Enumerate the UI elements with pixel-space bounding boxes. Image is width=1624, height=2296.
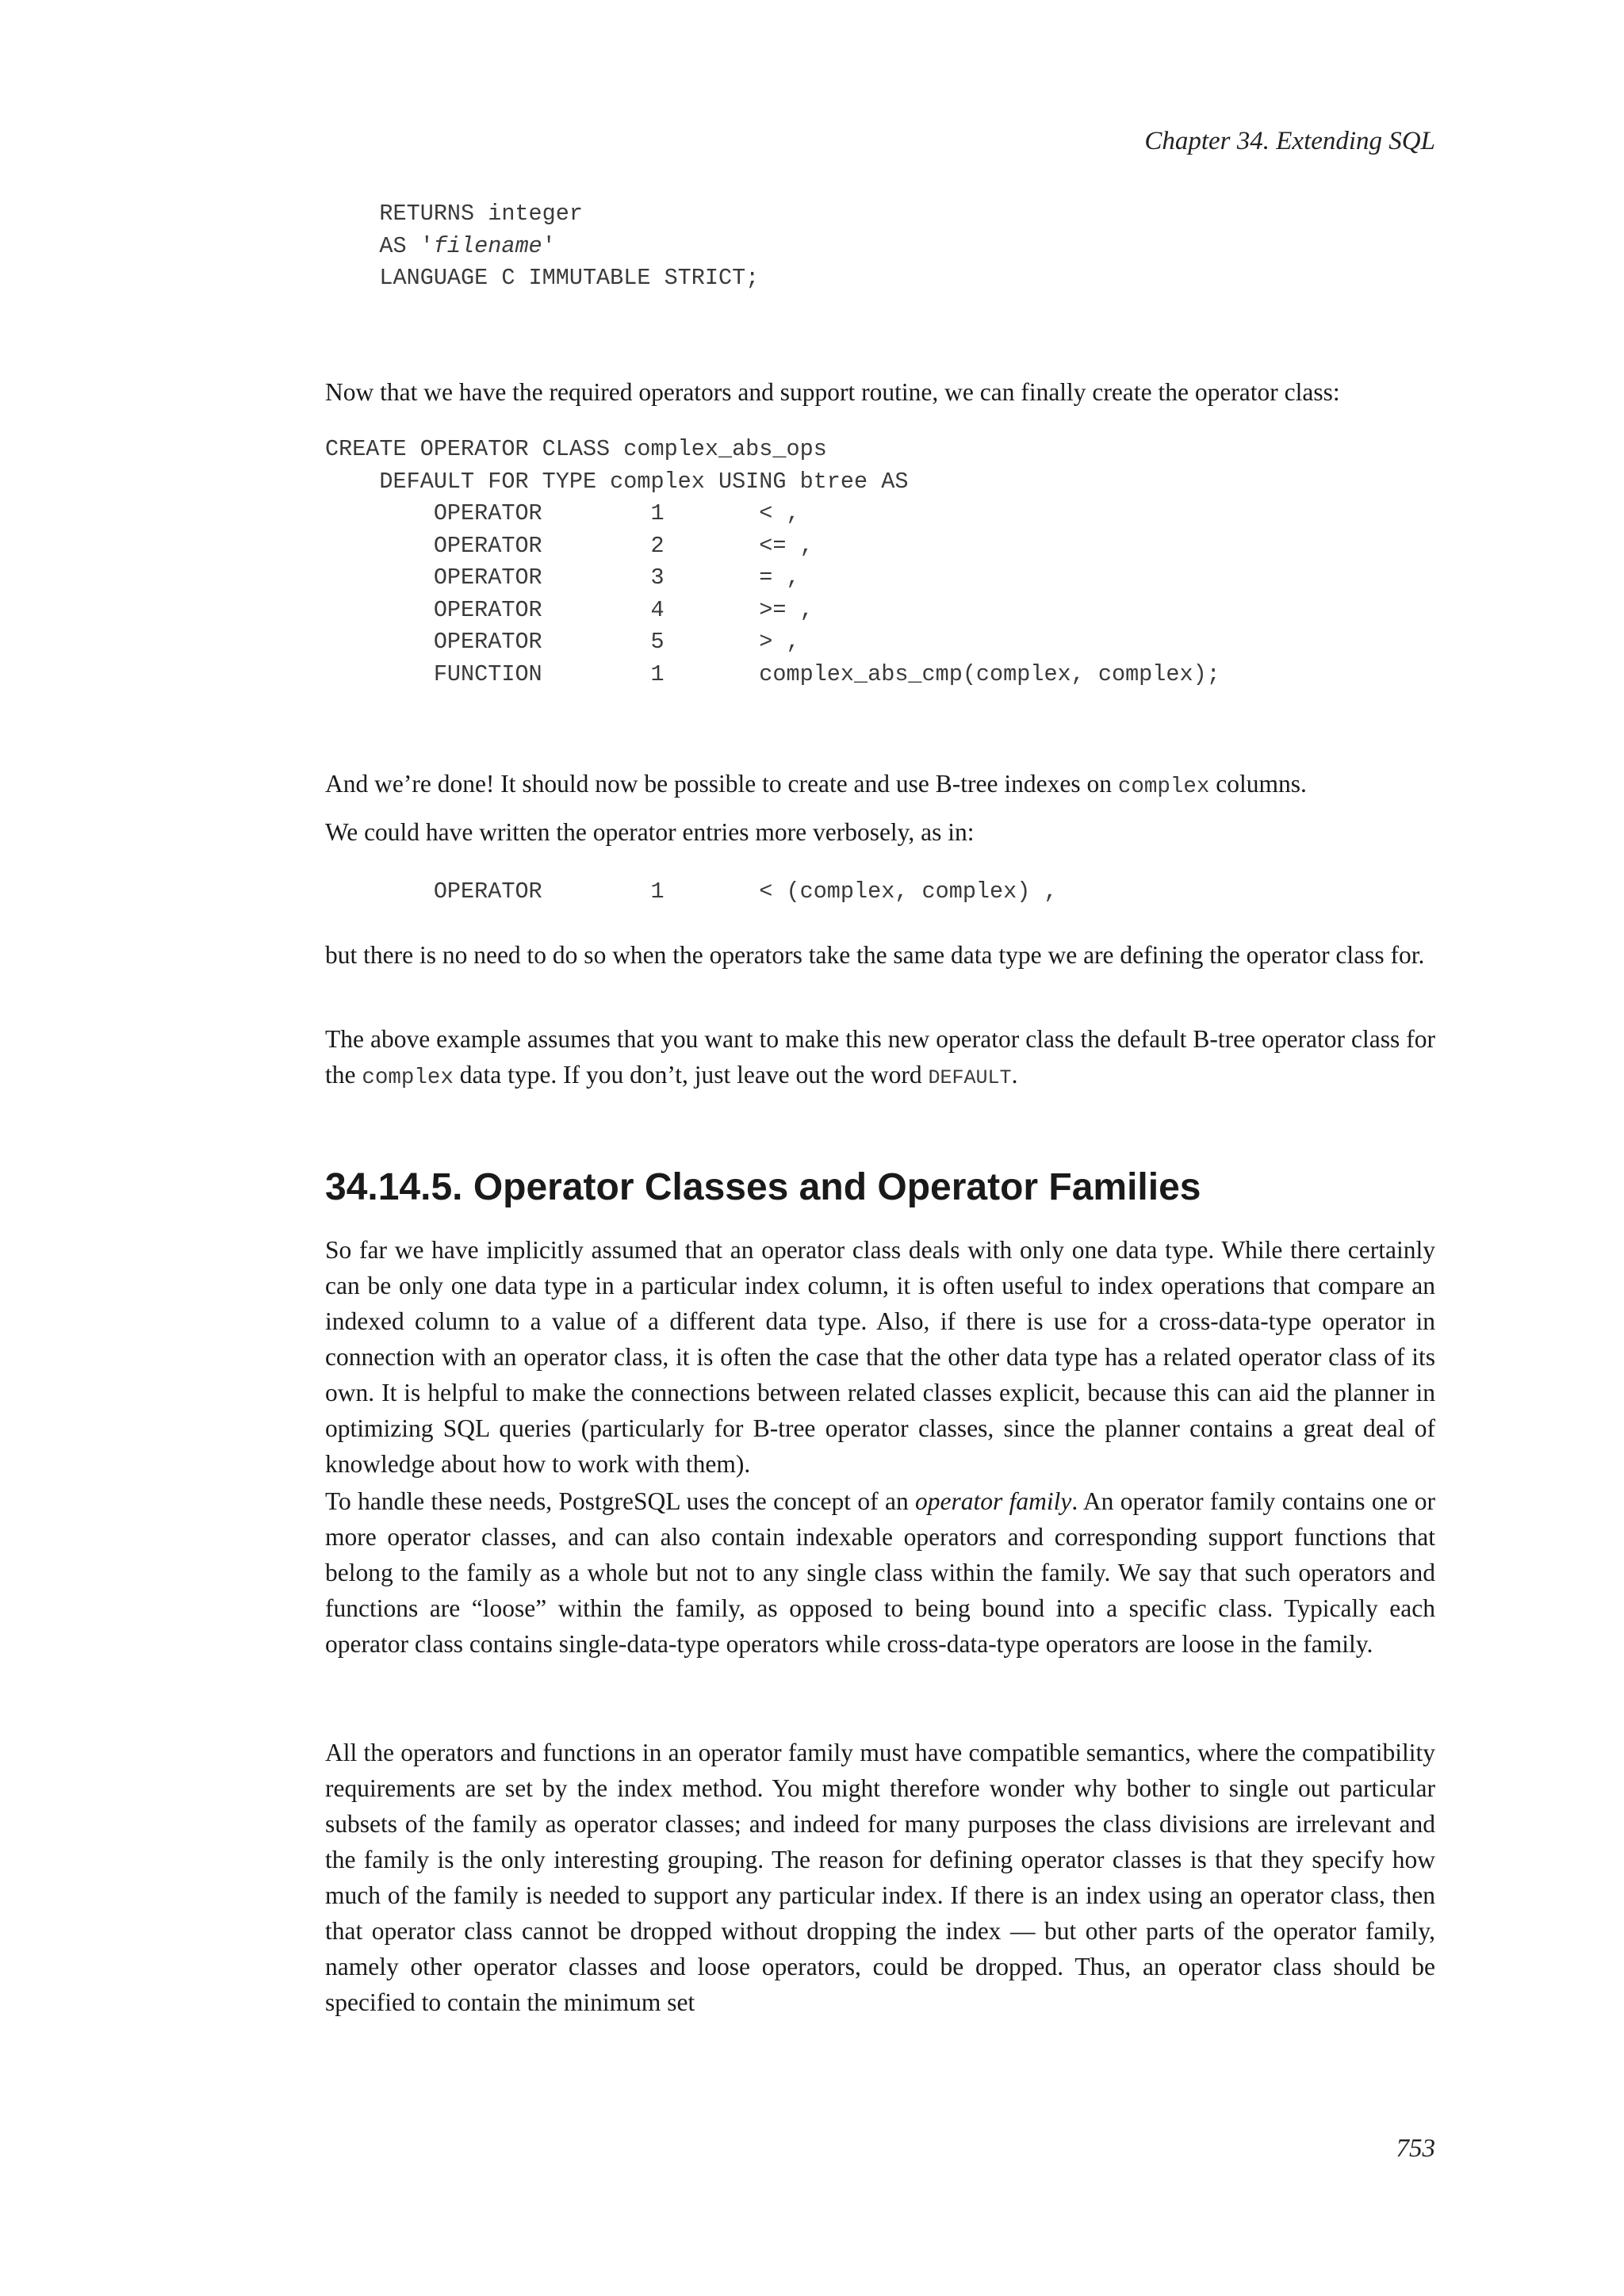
code-block-verbose-operator: OPERATOR 1 < (complex, complex) ,	[325, 878, 1058, 905]
paragraph: So far we have implicitly assumed that an operator class deals with only one data type. While there certainly can be only one data type in a particular index column, it is often useful to index operations that compare an indexed column to a value of a different data type. Also, if there is use for a cross-data-type operator in connection with an operator class, it is often the case that the other data type has a related operator class of its own. It is helpful to make the connections between related classes explicit, because this can aid the planner in optimizing SQL queries (particularly for B-tree operator classes, since the planner contains a great deal of knowledge about how to work with them).	[325, 1236, 1435, 1478]
paragraph: Now that we have the required operators and support routine, we can finally create the operator class:	[325, 378, 1340, 406]
text-run: And we’re done! It should now be possible to create and use B-tree indexes on	[325, 770, 1118, 798]
text-run: . An operator family contains one or more operator classes, and can also contain indexable operators and corresponding support functions that belong to the family as a whole but not to any single class within the family. We say that such operators and functions are “loose” within the family, as opposed to being bound into a specific class. Typically each operator class contains single-data-type operators while cross-data-type operators are loose in the family.	[325, 1487, 1435, 1658]
code-block-function-tail	[325, 198, 759, 295]
code-line: AS '	[325, 232, 434, 259]
code-line: LANGUAGE C IMMUTABLE STRICT;	[325, 265, 760, 291]
section-heading: 34.14.5. Operator Classes and Operator Families	[325, 1166, 1201, 1208]
inline-code: complex	[362, 1066, 454, 1090]
paragraph	[325, 1021, 1435, 1096]
text-run: The above example assumes that you want to make this new operator class the default B-tree operator class for the	[325, 1025, 1435, 1089]
inline-code: DEFAULT	[928, 1066, 1012, 1089]
text-run: data type. If you don’t, just leave out the word	[453, 1061, 929, 1089]
code-line: RETURNS integer	[325, 201, 583, 227]
text-run: .	[1011, 1061, 1018, 1089]
text-run: columns.	[1209, 770, 1307, 798]
inline-code: complex	[1117, 775, 1210, 799]
paragraph: All the operators and functions in an operator family must have compatible semantics, where the compatibility requirements are set by the index method. You might therefore wonder why bother to single out particular subsets of the family as operator classes; and indeed for many purposes the class divisions are irrelevant and the family is the only interesting grouping. The reason for defining operator classes is that they specify how much of the family is needed to support any particular index. If there is an index using an operator class, then that operator class cannot be dropped without dropping the index — but other parts of the operator family, namely other operator classes and loose operators, could be dropped. Thus, an operator class should be specified to contain the minimum set	[325, 1739, 1435, 2016]
paragraph: but there is no need to do so when the operators take the same data type we are defining the operator class for.	[325, 941, 1425, 969]
code-placeholder-filename: filename	[433, 232, 542, 259]
paragraph: We could have written the operator entries more verbosely, as in:	[325, 818, 975, 846]
paragraph	[325, 766, 1435, 805]
paragraph	[325, 1483, 1435, 1662]
text-run: To handle these needs, PostgreSQL uses the concept of an	[325, 1487, 916, 1515]
code-block-create-operator-class: CREATE OPERATOR CLASS complex_abs_ops DEFAULT FOR TYPE complex USING btree AS OPERATOR 1 < , OPERATOR 2 <= , OPERATOR 3 = , OPERATOR 4 >= , OPERATOR 5 > , FUNCTION 1 complex_abs_cmp(complex, complex);	[325, 436, 1220, 687]
page-number: 753	[1396, 2134, 1435, 2163]
emphasis-term: operator family	[915, 1487, 1072, 1515]
running-header: Chapter 34. Extending SQL	[1144, 127, 1435, 155]
code-line-suffix: '	[542, 232, 556, 259]
